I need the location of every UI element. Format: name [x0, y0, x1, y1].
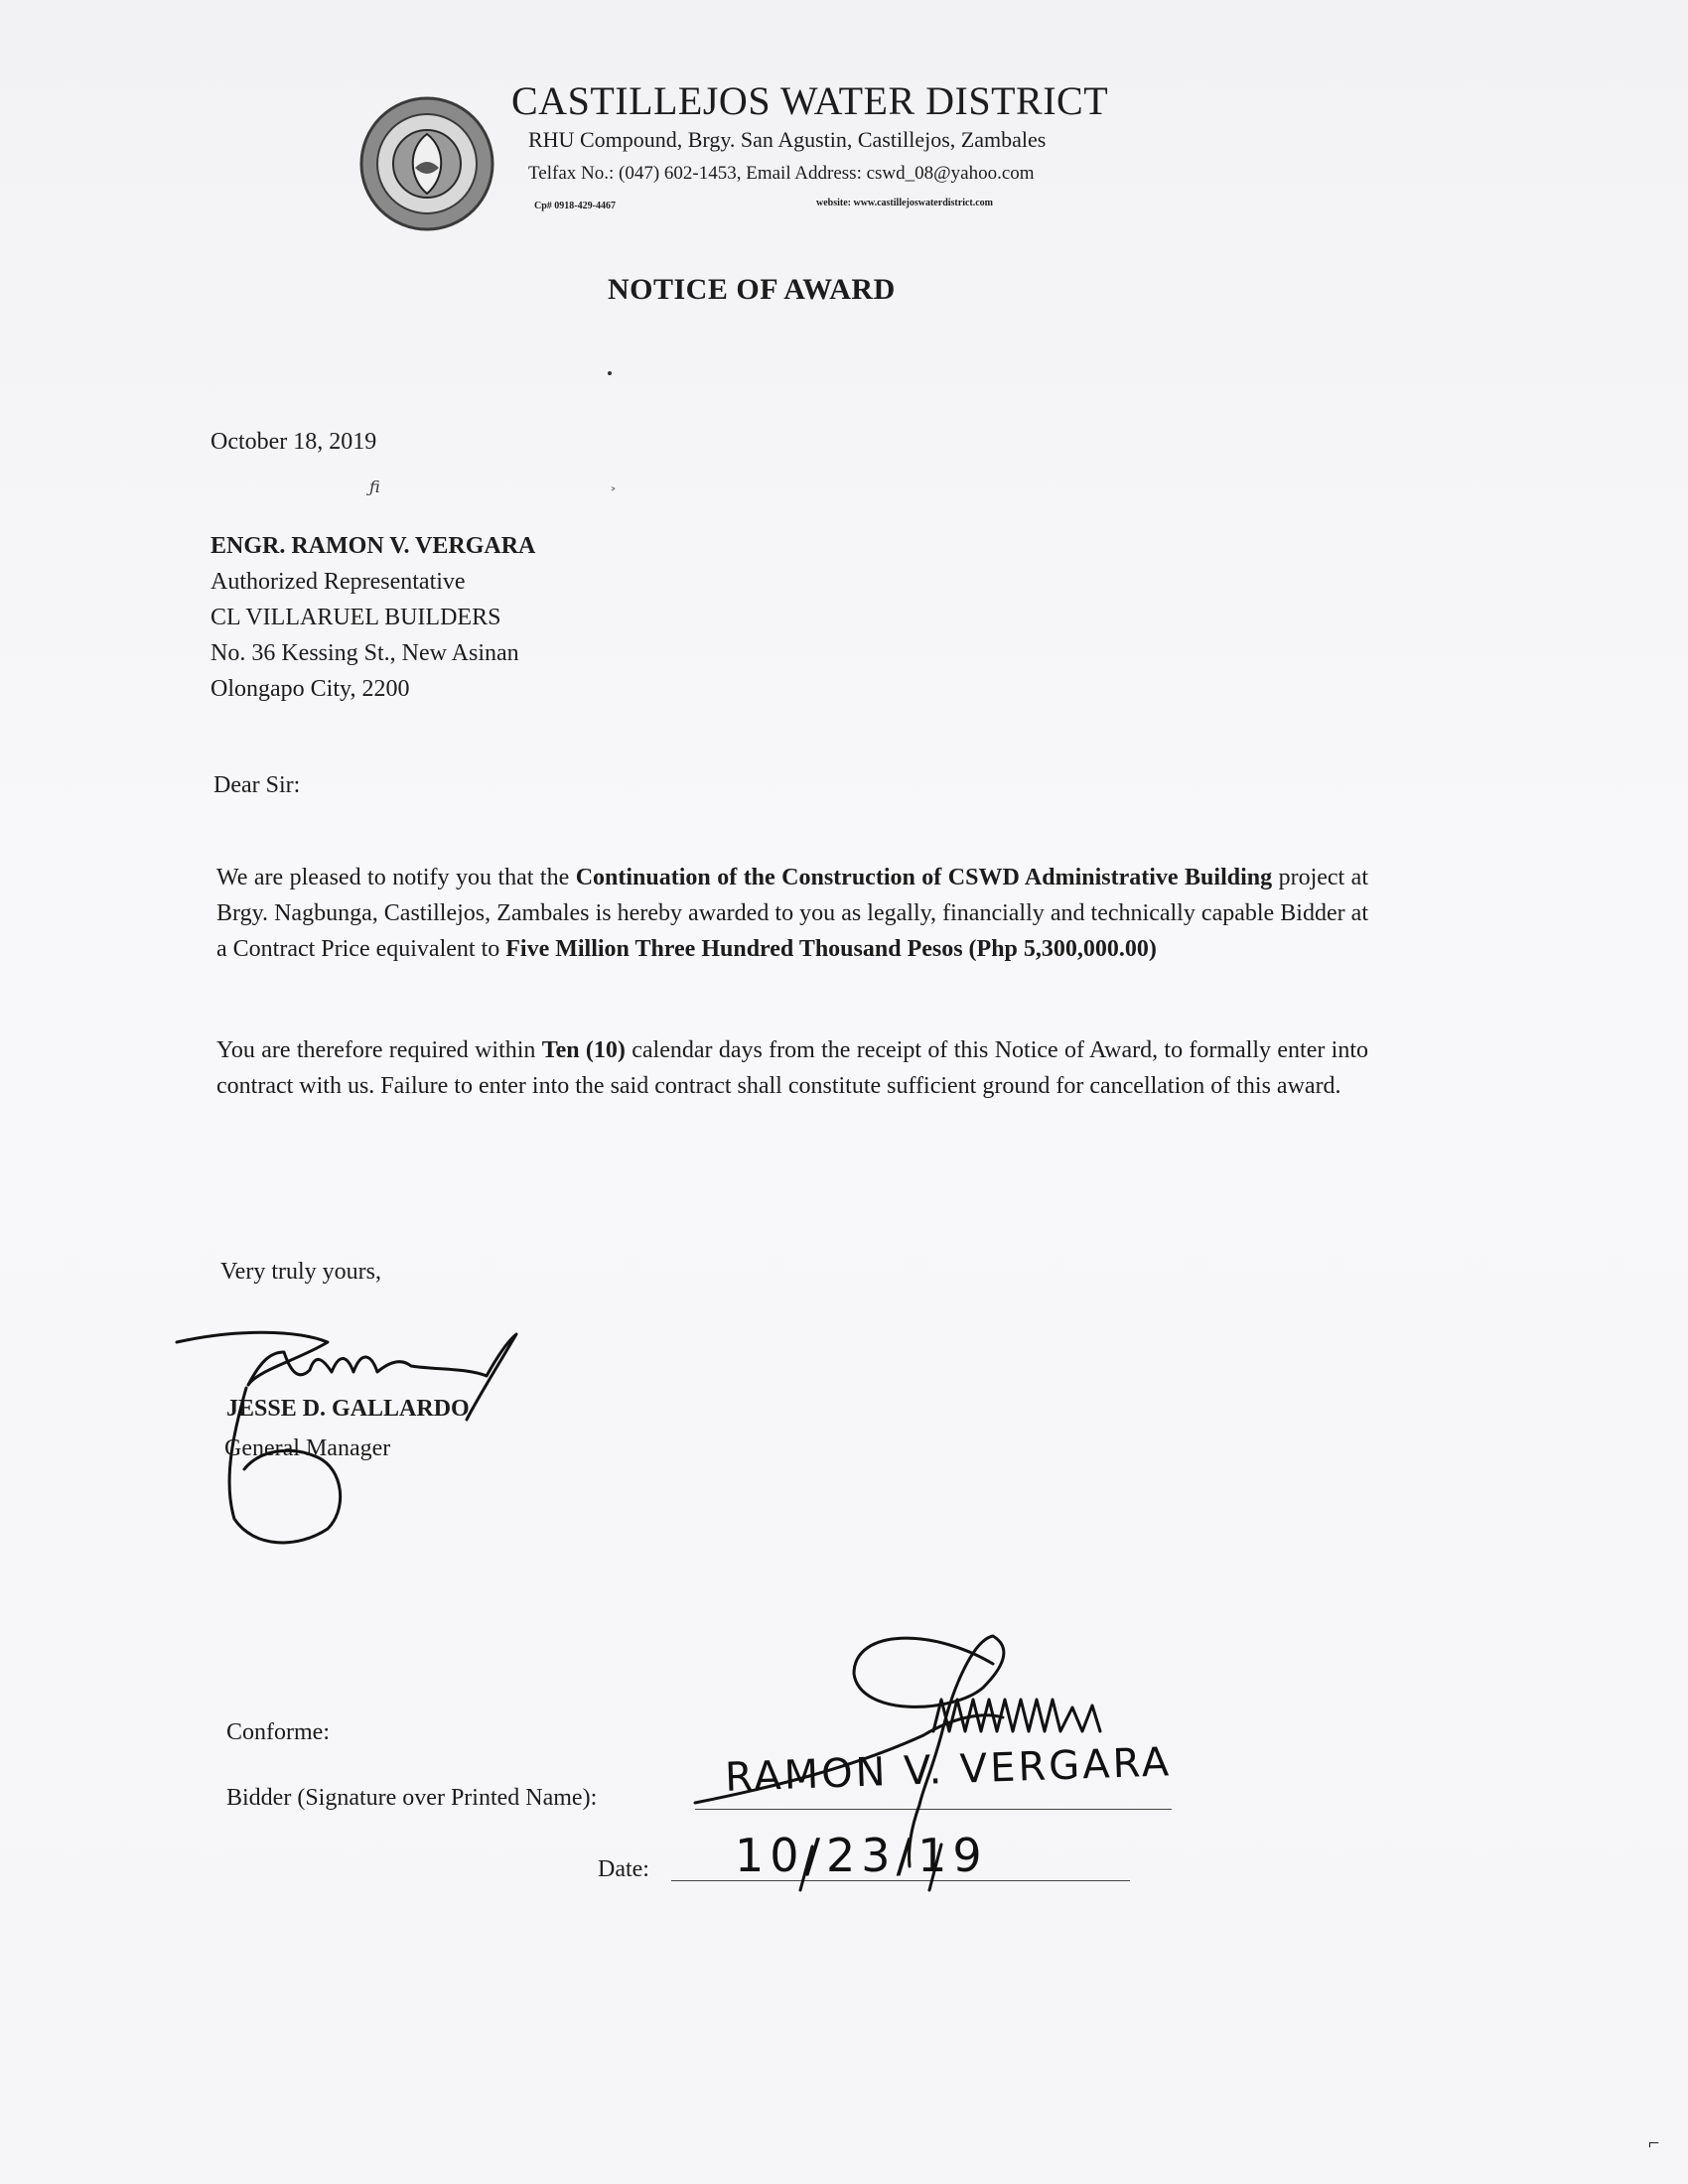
closing: Very truly yours,	[220, 1259, 381, 1285]
document-title: NOTICE OF AWARD	[608, 273, 896, 306]
bidder-handwritten-name: RAMON V. VERGARA	[724, 1739, 1173, 1801]
conforme-date-label: Date:	[598, 1856, 649, 1882]
salutation: Dear Sir:	[213, 772, 301, 798]
recipient-name: ENGR. RAMON V. VERGARA	[211, 533, 536, 559]
bidder-signature-line	[695, 1809, 1172, 1810]
stray-mark: ƒi	[369, 478, 380, 496]
letter-date: October 18, 2019	[211, 429, 377, 455]
org-address: RHU Compound, Brgy. San Agustin, Castillejos, Zambales	[528, 127, 1047, 152]
conforme-handwritten-date: 10/23/19	[735, 1829, 988, 1882]
body-paragraph-2: You are therefore required within Ten (10) calendar days from the receipt of this Notice of Award, to formally enter into contract with us. Failure to enter into the said contract shall constitute sufficient ground for cancellation of this award.	[216, 1037, 1369, 1099]
signatory-name: JESSE D. GALLARDO	[226, 1396, 470, 1422]
bidder-label: Bidder (Signature over Printed Name):	[226, 1785, 598, 1811]
conforme-label: Conforme:	[226, 1719, 330, 1745]
recipient-block	[211, 528, 535, 707]
org-website: website: www.castillejoswaterdistrict.com	[816, 198, 994, 208]
stray-mark: ˃	[610, 486, 617, 502]
recipient-city: Olongapo City, 2200	[211, 676, 410, 702]
recipient-company: CL VILLARUEL BUILDERS	[211, 605, 501, 630]
recipient-position: Authorized Representative	[211, 569, 466, 595]
project-name: Continuation of the Construction of CSWD Administrative Building	[575, 865, 1273, 890]
bidder-signature-zigzag	[933, 1700, 1100, 1731]
contract-amount: Five Million Three Hundred Thousand Pesos (Php 5,300,000.00)	[505, 936, 1157, 962]
signatory-title: General Manager	[224, 1435, 391, 1461]
body-paragraph-1: We are pleased to notify you that the Continuation of the Construction of CSWD Administrative Building project at Brgy. Nagbunga, Castillejos, Zambales is hereby awarded to you as legally, financially and technically capable Bidder at a Contract Price equivalent to Five Million Three Hundred Thousand Pesos (Php 5,300,000.00)	[216, 865, 1369, 962]
water-district-seal	[357, 94, 496, 233]
recipient-street: No. 36 Kessing St., New Asinan	[211, 640, 519, 666]
calendar-days: Ten (10)	[541, 1037, 626, 1063]
org-telfax: Telfax No.: (047) 602-1453, Email Address: cswd_08@yahoo.com	[528, 163, 1035, 184]
org-name: CASTILLEJOS WATER DISTRICT	[511, 78, 1109, 123]
org-cellphone: Cp# 0918-429-4467	[534, 201, 616, 211]
speck	[608, 371, 612, 375]
corner-mark: ⌐	[1648, 2132, 1660, 2154]
